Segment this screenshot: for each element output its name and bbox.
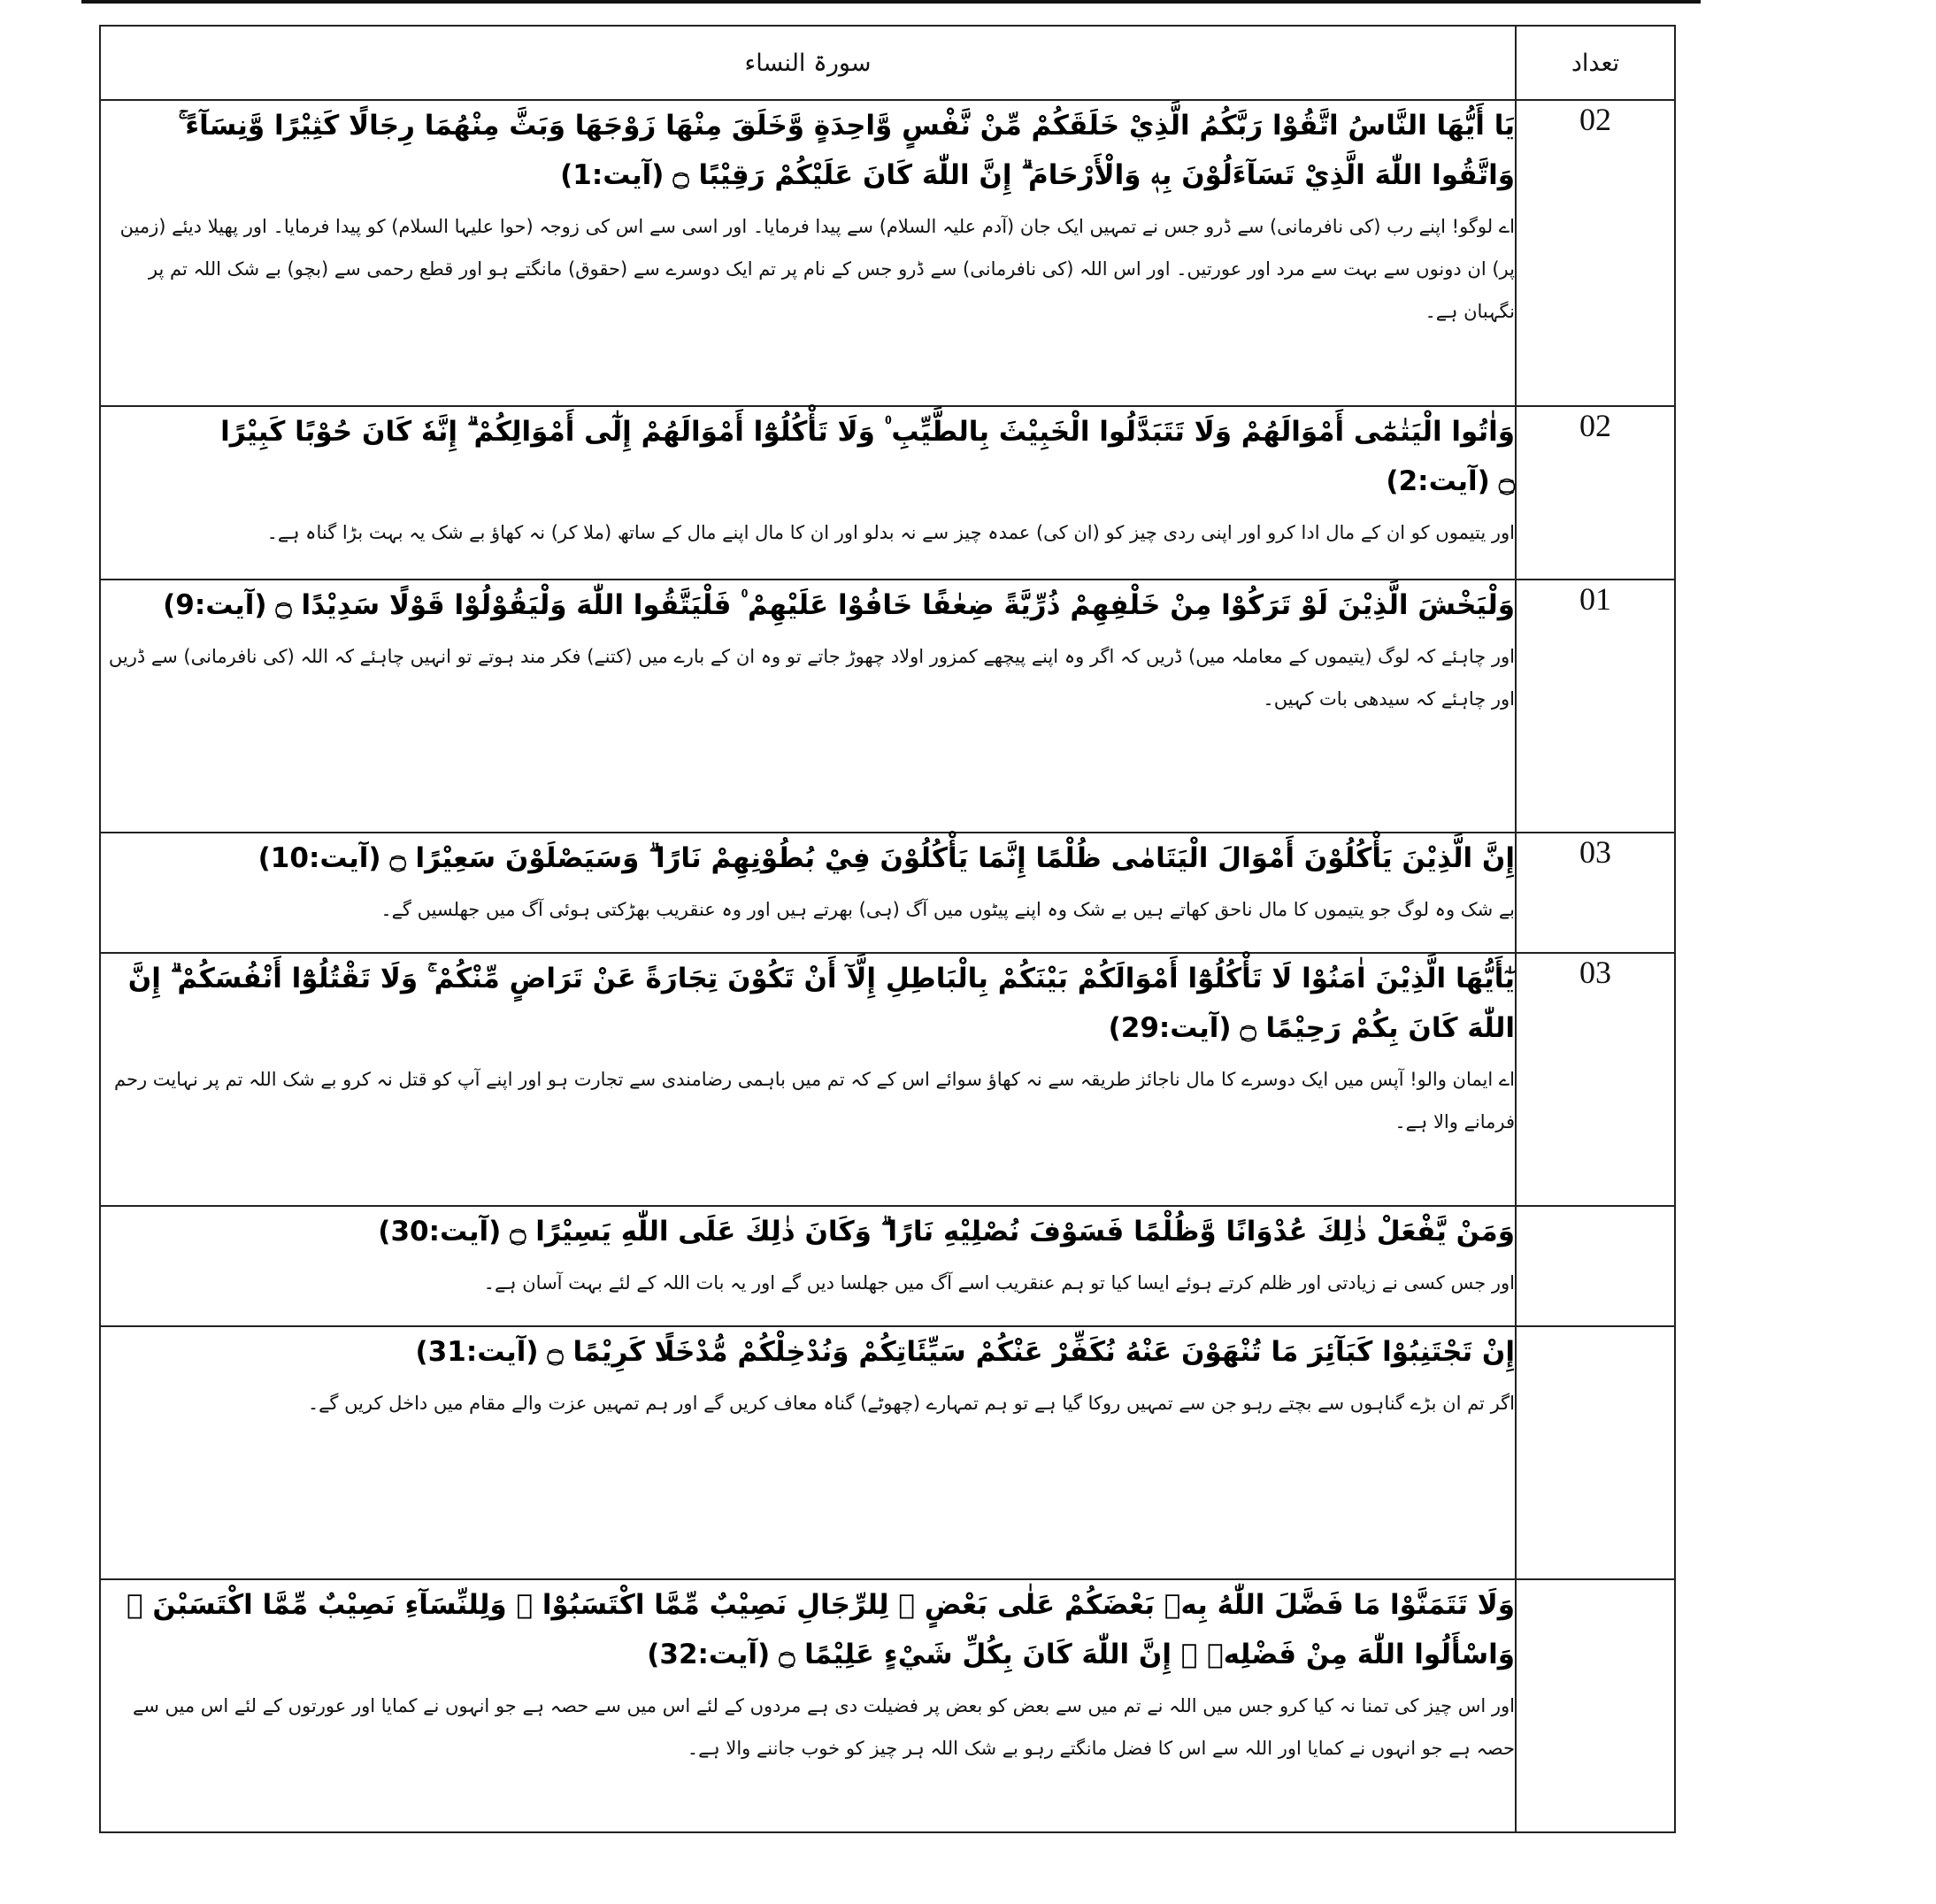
surah-table: [99, 25, 1676, 1833]
verse-row: [100, 953, 1675, 1206]
verse-content: [100, 100, 1516, 406]
arabic-verse: [101, 580, 1515, 630]
arabic-text: يٰٓأَيُّهَا الَّذِيْنَ اٰمَنُوْا لَا تَأْكُلُوْٓا أَمْوَالَكُمْ بَيْنَكُمْ بِالْبَاطِلِ إِلَّآ أَنْ تَكُوْنَ تِجَارَةً عَنْ تَرَاضٍ مِّنْكُمْ ۚ وَلَا تَقْتُلُوْٓا أَنْفُسَكُمْ ۗ إِنَّ اللّٰهَ كَانَ بِكُمْ رَحِيْمًا ۝: [127, 963, 1515, 1044]
verse-content: [100, 406, 1516, 580]
verse-row: [100, 833, 1675, 953]
ayah-reference: (آیت:30): [378, 1216, 502, 1248]
arabic-text: يَا أَيُّهَا النَّاسُ اتَّقُوْا رَبَّكُمُ الَّذِيْ خَلَقَكُمْ مِّنْ نَّفْسٍ وَّاحِدَةٍ وَّخَلَقَ مِنْهَا زَوْجَهَا وَبَثَّ مِنْهُمَا رِجَالًا كَثِيْرًا وَّنِسَآءً ۚ وَاتَّقُوا اللّٰهَ الَّذِيْ تَسَآءَلُوْنَ بِهٖ وَالْأَرْحَامَ ۗ إِنَّ اللّٰهَ كَانَ عَلَيْكُمْ رَقِيْبًا ۝: [178, 110, 1515, 191]
verse-row: [100, 406, 1675, 580]
arabic-verse: [101, 101, 1515, 200]
surah-title-header: [100, 26, 1516, 100]
ayah-reference: (آیت:31): [415, 1336, 539, 1368]
verse-count: 03: [1516, 833, 1675, 953]
arabic-verse: [101, 833, 1515, 883]
arabic-verse: [101, 407, 1515, 506]
verse-row: [100, 1326, 1675, 1579]
verse-content: [100, 1579, 1516, 1832]
arabic-text: إِنْ تَجْتَنِبُوْا كَبَآئِرَ مَا تُنْهَوْنَ عَنْهُ نُكَفِّرْ عَنْكُمْ سَيِّئَاتِكُمْ وَنُدْخِلْكُمْ مُّدْخَلًا كَرِيْمًا ۝: [547, 1336, 1515, 1368]
verse-count: 03: [1516, 953, 1675, 1206]
arabic-verse: [101, 1327, 1515, 1377]
verse-content: [100, 953, 1516, 1206]
top-rule: [81, 0, 1701, 4]
verse-count: 01: [1516, 580, 1675, 833]
count-header: [1516, 26, 1675, 100]
verse-content: [100, 1206, 1516, 1326]
count-label: تعداد: [1571, 49, 1620, 77]
verse-content: [100, 1326, 1516, 1579]
urdu-translation: بے شک وہ لوگ جو یتیموں کا مال ناحق کھاتے ہیں بے شک وہ اپنے پیٹوں میں آگ (ہی) بھرتے ہیں اور وہ عنقریب بھڑکتی ہوئی آگ میں جھلسیں گے۔: [380, 899, 1515, 920]
arabic-verse: [101, 1207, 1515, 1256]
verse-count: 02: [1516, 100, 1675, 406]
urdu-translation: اور چاہئے کہ لوگ (یتیموں کے معاملہ میں) ڈریں کہ اگر وہ اپنے پیچھے کمزور اولاد چھوڑ جاتے تو وہ ان کے بارے میں (کتنے) فکر مند ہوتے تو انہیں چاہئے کہ اللہ (کی نافرمانی) سے ڈریں اور چاہئے کہ سیدھی بات کہیں۔: [108, 646, 1515, 710]
verse-count: [1516, 1326, 1675, 1579]
verse-count: [1516, 1579, 1675, 1832]
ayah-reference: (آیت:9): [163, 589, 267, 621]
ayah-reference: (آیت:1): [560, 159, 665, 191]
arabic-text: وَلْيَخْشَ الَّذِيْنَ لَوْ تَرَكُوْا مِنْ خَلْفِهِمْ ذُرِّيَّةً ضِعٰفًا خَافُوْا عَلَيْهِمْ ۠ فَلْيَتَّقُوا اللّٰهَ وَلْيَقُوْلُوْا قَوْلًا سَدِيْدًا ۝: [275, 589, 1515, 621]
urdu-translation: اے لوگو! اپنے رب (کی نافرمانی) سے ڈرو جس نے تمہیں ایک جان (آدم علیہ السلام) سے پیدا فرمایا۔ اور اسی سے اس کی زوجہ (حوا علیہا السلام) کو پیدا فرمایا۔ اور پھیلا دیئے (زمین پر) ان دونوں سے بہت سے مرد اور عورتیں۔ اور اس اللہ (کی نافرمانی) سے ڈرو جس کے نام پر تم ایک دوسرے سے (حقوق) مانگتے ہو اور قطع رحمی سے (بچو) بے شک اللہ تم پر نگہبان ہے۔: [119, 216, 1515, 322]
verse-count: [1516, 1206, 1675, 1326]
ayah-reference: (آیت:10): [257, 842, 381, 874]
verse-row: [100, 580, 1675, 833]
ayah-reference: (آیت:29): [1108, 1012, 1232, 1044]
arabic-text: وَمَنْ يَّفْعَلْ ذٰلِكَ عُدْوَانًا وَّظُلْمًا فَسَوْفَ نُصْلِيْهِ نَارًا ۗ وَكَانَ ذٰلِكَ عَلَى اللّٰهِ يَسِيْرًا ۝: [510, 1216, 1515, 1248]
table-header-row: [100, 26, 1675, 100]
arabic-verse: [101, 1580, 1515, 1679]
urdu-translation: اور اس چیز کی تمنا نہ کیا کرو جس میں اللہ نے تم میں سے بعض کو بعض پر فضیلت دی ہے مردوں کے لئے اس میں سے حصہ ہے جو انہوں نے کمایا اور عورتوں کے لئے اس میں سے حصہ ہے جو انہوں نے کمایا اور اللہ سے اس کا فضل مانگتے رہو بے شک اللہ ہر چیز کو خوب جاننے والا ہے۔: [132, 1695, 1515, 1759]
ayah-reference: (آیت:2): [1386, 465, 1490, 497]
verse-count: 02: [1516, 406, 1675, 580]
verse-content: [100, 580, 1516, 833]
urdu-translation: اور یتیموں کو ان کے مال ادا کرو اور اپنی ردی چیز کو (ان کی) عمدہ چیز سے نہ بدلو اور ان کا مال اپنے مال کے ساتھ (ملا کر) نہ کھاؤ بے شک یہ بہت بڑا گناہ ہے۔: [266, 522, 1515, 543]
arabic-text: إِنَّ الَّذِيْنَ يَأْكُلُوْنَ أَمْوَالَ الْيَتَامٰى ظُلْمًا إِنَّمَا يَأْكُلُوْنَ فِيْ بُطُوْنِهِمْ نَارًا ۗ وَسَيَصْلَوْنَ سَعِيْرًا ۝: [389, 842, 1515, 874]
arabic-verse: [101, 954, 1515, 1053]
verse-row: [100, 1206, 1675, 1326]
ayah-reference: (آیت:32): [647, 1639, 771, 1670]
urdu-translation: اے ایمان والو! آپس میں ایک دوسرے کا مال ناجائز طریقہ سے نہ کھاؤ سوائے اس کے کہ تم میں باہمی رضامندی سے تجارت ہو اور اپنے آپ کو قتل نہ کرو بے شک اللہ تم پر نہایت رحم فرمانے والا ہے۔: [114, 1069, 1515, 1132]
urdu-translation: اور جس کسی نے زیادتی اور ظلم کرتے ہوئے ایسا کیا تو ہم عنقریب اسے آگ میں جھلسا دیں گے اور یہ بات اللہ کے لئے بہت آسان ہے۔: [483, 1272, 1515, 1294]
verse-row: [100, 100, 1675, 406]
arabic-text: وَلَا تَتَمَنَّوْا مَا فَضَّلَ اللّٰهُ بِهٖ بَعْضَكُمْ عَلٰى بَعْضٍ ۗ لِلرِّجَالِ نَصِيْبٌ مِّمَّا اكْتَسَبُوْا ۗ وَلِلنِّسَآءِ نَصِيْبٌ مِّمَّا اكْتَسَبْنَ ۗ وَاسْأَلُوا اللّٰهَ مِنْ فَضْلِهٖ ۗ إِنَّ اللّٰهَ كَانَ بِكُلِّ شَيْءٍ عَلِيْمًا ۝: [127, 1589, 1515, 1670]
urdu-translation: اگر تم ان بڑے گناہوں سے بچتے رہو جن سے تمہیں روکا گیا ہے تو ہم تمہارے (چھوٹے) گناہ معاف کریں گے اور ہم تمہیں عزت والے مقام میں داخل کریں گے۔: [307, 1393, 1515, 1414]
surah-title: سورۃ النساء: [744, 49, 872, 77]
verse-content: [100, 833, 1516, 953]
arabic-text: وَاٰتُوا الْيَتٰمٰٓى أَمْوَالَهُمْ وَلَا تَتَبَدَّلُوا الْخَبِيْثَ بِالطَّيِّبِ ۠ وَلَا تَأْكُلُوْٓا أَمْوَالَهُمْ إِلٰٓى أَمْوَالِكُمْ ۗ إِنَّهٗ كَانَ حُوْبًا كَبِيْرًا ۝: [220, 416, 1515, 497]
verse-row: [100, 1579, 1675, 1832]
